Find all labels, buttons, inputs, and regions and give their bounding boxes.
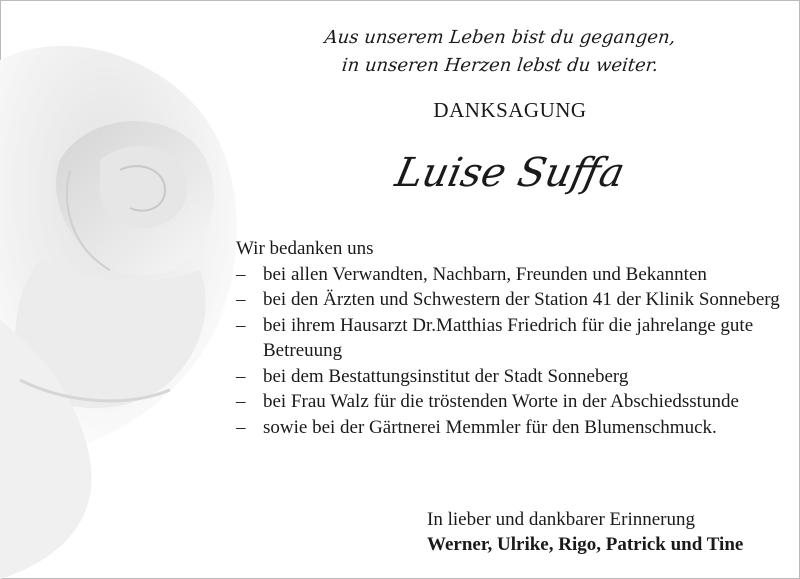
- list-item: [236, 313, 786, 364]
- bullet-dash: –: [236, 391, 246, 412]
- list-item: [236, 287, 786, 313]
- intro-text: Wir bedanken uns: [236, 238, 374, 259]
- list-item: [236, 415, 786, 441]
- list-item: [236, 364, 786, 390]
- family-names: Werner, Ulrike, Rigo, Patrick und Tine: [427, 534, 744, 555]
- bullet-dash: –: [236, 365, 246, 387]
- verse-line-2: in unseren Herzen lebst du weiter.: [340, 55, 660, 76]
- item-text: bei den Ärzten und Schwestern der Station 41 der Klinik Sonneberg: [263, 289, 780, 310]
- bullet-dash: –: [236, 289, 246, 310]
- thanks-body: [236, 236, 786, 440]
- item-text: bei allen Verwandten, Nachbarn, Freunden und Bekannten: [263, 263, 707, 285]
- closing-block: [427, 507, 787, 557]
- bullet-dash: –: [236, 263, 246, 285]
- item-text: bei dem Bestattungsinstitut der Stadt Sonneberg: [263, 365, 629, 387]
- memorial-verse: [300, 24, 700, 80]
- item-text: bei ihrem Hausarzt Dr.Matthias Friedrich für die jahrelange gute Betreuung: [263, 314, 754, 361]
- thanks-list: [236, 262, 786, 441]
- verse-line-1: Aus unserem Leben bist du gegangen,: [323, 27, 677, 48]
- closing-line: In lieber und dankbarer Erinnerung: [427, 509, 696, 530]
- item-text: bei Frau Walz für die tröstenden Worte in der Abschiedsstunde: [263, 391, 739, 412]
- heading-danksagung: DANKSAGUNG: [433, 98, 587, 122]
- item-text: sowie bei der Gärtnerei Memmler für den Blumenschmuck.: [263, 416, 717, 438]
- deceased-name: Luise Suffa: [391, 150, 629, 196]
- bullet-dash: –: [236, 416, 246, 438]
- bullet-dash: –: [236, 314, 246, 336]
- list-item: [236, 389, 786, 415]
- list-item: [236, 262, 786, 288]
